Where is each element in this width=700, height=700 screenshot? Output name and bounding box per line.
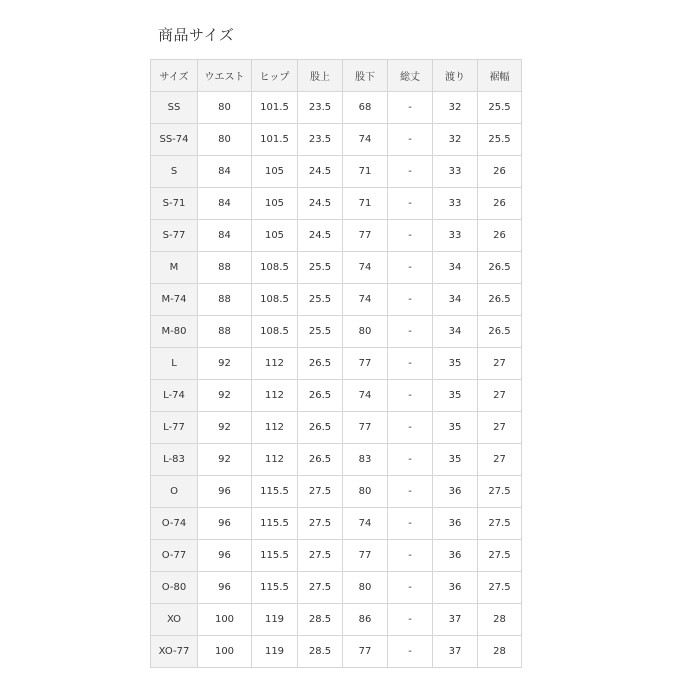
cell-size: S [151,156,198,188]
table-row [151,444,522,476]
cell-hip: 112 [252,444,298,476]
cell-rise: 24.5 [298,220,343,252]
table-row [151,412,522,444]
cell-waist: 88 [198,284,252,316]
cell-hem: 25.5 [478,92,522,124]
cell-inseam: 80 [343,316,388,348]
cell-rise: 27.5 [298,572,343,604]
cell-waist: 88 [198,252,252,284]
cell-size: M-80 [151,316,198,348]
cell-hem: 26 [478,220,522,252]
cell-inseam: 80 [343,572,388,604]
cell-size: M [151,252,198,284]
cell-hem: 25.5 [478,124,522,156]
cell-waist: 96 [198,540,252,572]
cell-hem: 27.5 [478,572,522,604]
table-row [151,188,522,220]
cell-inseam: 71 [343,188,388,220]
cell-thigh: 36 [433,540,478,572]
cell-thigh: 34 [433,252,478,284]
cell-size: L-77 [151,412,198,444]
cell-hem: 26 [478,156,522,188]
cell-waist: 84 [198,156,252,188]
cell-thigh: 35 [433,444,478,476]
cell-rise: 24.5 [298,156,343,188]
table-row [151,220,522,252]
cell-inseam: 86 [343,604,388,636]
cell-hem: 27.5 [478,476,522,508]
size-table [150,59,522,668]
cell-total-length: - [388,444,433,476]
cell-thigh: 35 [433,380,478,412]
cell-thigh: 33 [433,220,478,252]
cell-waist: 96 [198,476,252,508]
cell-thigh: 37 [433,636,478,668]
cell-waist: 96 [198,508,252,540]
cell-inseam: 71 [343,156,388,188]
cell-inseam: 83 [343,444,388,476]
table-row [151,476,522,508]
cell-total-length: - [388,220,433,252]
cell-size: XO [151,604,198,636]
cell-hip: 108.5 [252,316,298,348]
cell-rise: 27.5 [298,540,343,572]
cell-hip: 119 [252,636,298,668]
cell-hip: 101.5 [252,124,298,156]
cell-total-length: - [388,476,433,508]
cell-hip: 115.5 [252,476,298,508]
column-header-total-length: 総丈 [388,60,433,92]
table-header [151,60,522,92]
cell-hip: 105 [252,188,298,220]
cell-rise: 25.5 [298,316,343,348]
cell-rise: 25.5 [298,284,343,316]
cell-total-length: - [388,604,433,636]
cell-hem: 27 [478,444,522,476]
cell-total-length: - [388,92,433,124]
cell-hip: 105 [252,220,298,252]
column-header-size: サイズ [151,60,198,92]
cell-total-length: - [388,316,433,348]
cell-size: O-74 [151,508,198,540]
table-row [151,92,522,124]
cell-hip: 119 [252,604,298,636]
cell-hip: 112 [252,412,298,444]
cell-inseam: 77 [343,636,388,668]
cell-waist: 88 [198,316,252,348]
cell-hem: 26.5 [478,252,522,284]
header-row [151,60,522,92]
cell-total-length: - [388,572,433,604]
cell-total-length: - [388,284,433,316]
cell-thigh: 34 [433,316,478,348]
cell-waist: 96 [198,572,252,604]
cell-waist: 100 [198,604,252,636]
cell-thigh: 36 [433,572,478,604]
cell-size: SS-74 [151,124,198,156]
cell-hip: 115.5 [252,572,298,604]
table-row [151,636,522,668]
cell-inseam: 74 [343,380,388,412]
cell-inseam: 77 [343,412,388,444]
cell-rise: 26.5 [298,348,343,380]
cell-inseam: 77 [343,220,388,252]
column-header-inseam: 股下 [343,60,388,92]
column-header-hem: 裾幅 [478,60,522,92]
cell-thigh: 33 [433,156,478,188]
table-row [151,508,522,540]
cell-size: O-80 [151,572,198,604]
table-body [151,92,522,668]
cell-rise: 27.5 [298,476,343,508]
cell-waist: 92 [198,412,252,444]
cell-total-length: - [388,252,433,284]
cell-rise: 28.5 [298,636,343,668]
cell-thigh: 35 [433,412,478,444]
cell-rise: 28.5 [298,604,343,636]
table-row [151,380,522,412]
cell-thigh: 32 [433,92,478,124]
table-row [151,316,522,348]
cell-inseam: 74 [343,284,388,316]
cell-size: M-74 [151,284,198,316]
cell-hip: 105 [252,156,298,188]
cell-hip: 115.5 [252,508,298,540]
cell-hem: 27 [478,348,522,380]
cell-thigh: 37 [433,604,478,636]
cell-rise: 26.5 [298,444,343,476]
cell-hem: 27 [478,412,522,444]
table-row [151,540,522,572]
cell-hem: 27 [478,380,522,412]
table-row [151,284,522,316]
cell-waist: 92 [198,380,252,412]
cell-thigh: 36 [433,476,478,508]
cell-total-length: - [388,124,433,156]
cell-size: S-77 [151,220,198,252]
cell-total-length: - [388,540,433,572]
cell-inseam: 68 [343,92,388,124]
cell-hem: 27.5 [478,508,522,540]
cell-hem: 26 [478,188,522,220]
cell-size: S-71 [151,188,198,220]
cell-hip: 108.5 [252,252,298,284]
cell-size: L [151,348,198,380]
table-row [151,252,522,284]
cell-hem: 26.5 [478,284,522,316]
cell-hip: 115.5 [252,540,298,572]
cell-total-length: - [388,636,433,668]
cell-hip: 101.5 [252,92,298,124]
cell-inseam: 77 [343,348,388,380]
cell-waist: 80 [198,92,252,124]
table-row [151,124,522,156]
cell-size: L-74 [151,380,198,412]
column-header-rise: 股上 [298,60,343,92]
cell-thigh: 33 [433,188,478,220]
cell-inseam: 77 [343,540,388,572]
cell-thigh: 32 [433,124,478,156]
cell-size: O-77 [151,540,198,572]
cell-hem: 28 [478,604,522,636]
cell-hip: 112 [252,348,298,380]
cell-waist: 84 [198,220,252,252]
cell-waist: 80 [198,124,252,156]
cell-hem: 26.5 [478,316,522,348]
cell-hem: 27.5 [478,540,522,572]
cell-rise: 24.5 [298,188,343,220]
cell-hem: 28 [478,636,522,668]
table-row [151,572,522,604]
cell-waist: 84 [198,188,252,220]
cell-rise: 23.5 [298,92,343,124]
cell-total-length: - [388,380,433,412]
cell-rise: 27.5 [298,508,343,540]
cell-size: L-83 [151,444,198,476]
cell-total-length: - [388,348,433,380]
cell-inseam: 74 [343,124,388,156]
cell-waist: 92 [198,444,252,476]
cell-hip: 108.5 [252,284,298,316]
column-header-thigh: 渡り [433,60,478,92]
cell-thigh: 34 [433,284,478,316]
cell-size: XO-77 [151,636,198,668]
cell-rise: 26.5 [298,412,343,444]
cell-hip: 112 [252,380,298,412]
cell-total-length: - [388,508,433,540]
cell-total-length: - [388,156,433,188]
cell-thigh: 35 [433,348,478,380]
table-row [151,156,522,188]
table-row [151,604,522,636]
cell-inseam: 74 [343,252,388,284]
cell-inseam: 74 [343,508,388,540]
cell-size: O [151,476,198,508]
cell-rise: 25.5 [298,252,343,284]
column-header-hip: ヒップ [252,60,298,92]
cell-thigh: 36 [433,508,478,540]
cell-waist: 92 [198,348,252,380]
cell-size: SS [151,92,198,124]
cell-rise: 23.5 [298,124,343,156]
cell-total-length: - [388,412,433,444]
cell-rise: 26.5 [298,380,343,412]
column-header-waist: ウエスト [198,60,252,92]
cell-total-length: - [388,188,433,220]
section-title: 商品サイズ [158,26,235,44]
cell-waist: 100 [198,636,252,668]
table-row [151,348,522,380]
cell-inseam: 80 [343,476,388,508]
